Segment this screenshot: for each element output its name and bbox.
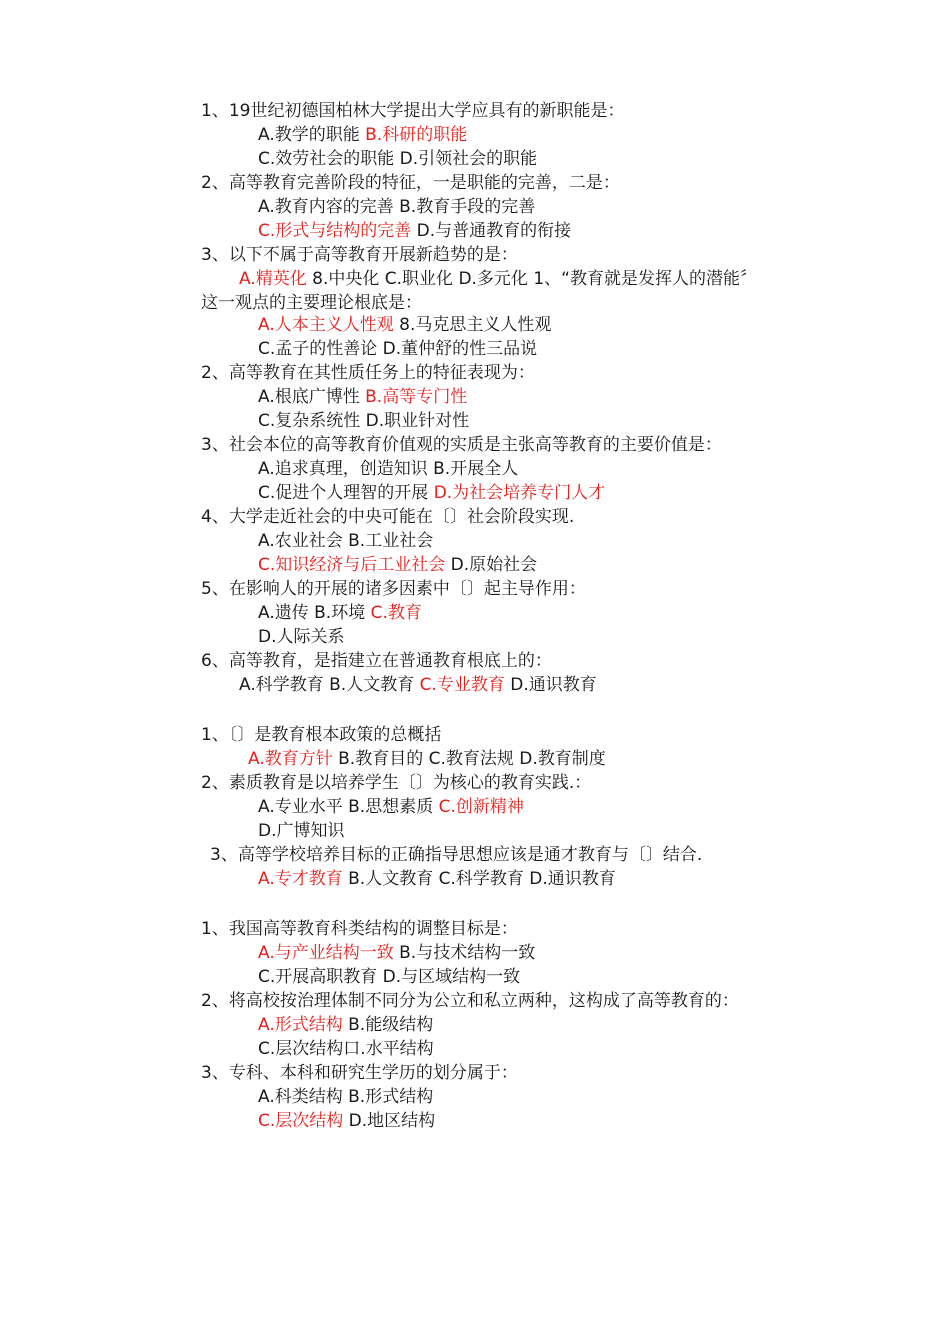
option-line (239, 673, 597, 697)
option-text: 这一观点的主要理论根底是： (201, 293, 422, 313)
question-stem: 3、高等学校培养目标的正确指导思想应该是通才教育与〔〕结合. (210, 845, 703, 865)
option-line (258, 819, 345, 843)
correct-answer: A.与产业结构一致 (258, 943, 394, 963)
option-text: D.人际关系 (258, 627, 345, 647)
option-text: A.追求真理，创造知识 B.开展全人 (258, 459, 519, 479)
option-line (258, 147, 537, 171)
question-stem: 1、我国高等教育科类结构的调整目标是： (201, 919, 518, 939)
option-text: D.原始社会 (445, 555, 538, 575)
option-text: A.科学教育 B.人文教育 (239, 675, 420, 695)
option-line (258, 529, 433, 553)
option-text: C.层次结构口.水平结构 (258, 1039, 434, 1059)
option-text: D.广博知识 (258, 821, 345, 841)
correct-answer: A.专才教育 (258, 869, 343, 889)
correct-answer: C.层次结构 (258, 1111, 344, 1131)
question-stem: 3、社会本位的高等教育价值观的实质是主张高等教育的主要价值是： (201, 435, 722, 455)
option-line (258, 795, 524, 819)
option-text: B.教育目的 C.教育法规 D.教育制度 (332, 749, 606, 769)
correct-answer: A.形式结构 (258, 1015, 343, 1035)
question-stem: 1、〔〕是教育根本政策的总概括 (201, 725, 442, 745)
option-text: A.农业社会 B.工业社会 (258, 531, 434, 551)
option-text: A.专业水平 B.思想素质 (258, 797, 439, 817)
option-text: A.科类结构 B.形式结构 (258, 1087, 434, 1107)
correct-answer: B.科研的职能 (365, 125, 468, 145)
correct-answer: A.人本主义人性观 (258, 315, 394, 335)
option-line (258, 409, 469, 433)
option-text: B.与技术结构一致 (393, 943, 536, 963)
option-text: C.开展高职教育 D.与区域结构一致 (258, 967, 521, 987)
option-line (258, 195, 535, 219)
option-line (258, 219, 571, 243)
correct-answer: A.精英化 (239, 269, 307, 289)
option-text: B.人文教育 C.科学教育 D.通识教育 (342, 869, 616, 889)
option-text: C.效劳社会的职能 D.引领社会的职能 (258, 149, 538, 169)
question-stem: 4、大学走近社会的中央可能在〔〕社会阶段实现. (201, 507, 575, 527)
option-line (258, 385, 467, 409)
option-text: C.孟子的性善论 D.董仲舒的性三品说 (258, 339, 538, 359)
option-text: C.复杂系统性 D.职业针对性 (258, 411, 470, 431)
option-text: D.地区结构 (343, 1111, 436, 1131)
option-line (258, 941, 535, 965)
correct-answer: D.为社会培养专门人才 (433, 483, 606, 503)
option-text: A.教学的职能 (258, 125, 366, 145)
option-line (258, 337, 537, 361)
option-text: 8.中央化 C.职业化 D.多元化 1、“教育就是发挥人的潜能〞 (306, 269, 757, 289)
option-text: 8.马克思主义人性观 (393, 315, 552, 335)
option-line (258, 1037, 434, 1061)
correct-answer: C.教育 (370, 603, 422, 623)
question-stem: 2、高等教育在其性质任务上的特征表现为： (201, 363, 535, 383)
option-text: A.根底广博性 (258, 387, 366, 407)
option-line (258, 867, 616, 891)
option-line (201, 291, 422, 315)
question-stem: 5、在影响人的开展的诸多因素中〔〕起主导作用： (201, 579, 586, 599)
question-stem: 2、将高校按治理体制不同分为公立和私立两种，这构成了高等教育的： (201, 991, 739, 1011)
option-text: D.通识教育 (504, 675, 597, 695)
option-text: A.教育内容的完善 B.教育手段的完善 (258, 197, 536, 217)
question-stem: 2、高等教育完善阶段的特征，一是职能的完善，二是： (201, 173, 620, 193)
correct-answer: C.知识经济与后工业社会 (258, 555, 446, 575)
option-text: C.促进个人理智的开展 (258, 483, 434, 503)
correct-answer: C.创新精神 (438, 797, 524, 817)
option-line (258, 1085, 433, 1109)
option-line (258, 965, 520, 989)
question-stem: 3、专科、本科和研究生学历的划分属于： (201, 1063, 518, 1083)
option-line (258, 625, 345, 649)
option-text: B.能级结构 (342, 1015, 434, 1035)
option-line (258, 601, 422, 625)
option-text: A.遗传 B.环境 (258, 603, 371, 623)
correct-answer: C.专业教育 (419, 675, 505, 695)
correct-answer: A.教育方针 (248, 749, 333, 769)
question-stem: 3、以下不属于高等教育开展新趋势的是： (201, 245, 518, 265)
option-line (239, 267, 757, 291)
correct-answer: C.形式与结构的完善 (258, 221, 412, 241)
option-line (258, 553, 537, 577)
question-stem: 2、素质教育是以培养学生〔〕为核心的教育实践.： (201, 773, 592, 793)
option-text: D.与普通教育的衔接 (411, 221, 572, 241)
option-line (248, 747, 606, 771)
option-line (258, 457, 518, 481)
question-stem: 1、19世纪初德国柏林大学提出大学应具有的新职能是： (201, 101, 625, 121)
option-line (258, 123, 467, 147)
option-line (258, 1109, 435, 1133)
option-line (258, 313, 551, 337)
option-line (258, 1013, 433, 1037)
option-line (258, 481, 605, 505)
correct-answer: B.高等专门性 (365, 387, 468, 407)
question-stem: 6、高等教育，是指建立在普通教育根底上的： (201, 651, 552, 671)
